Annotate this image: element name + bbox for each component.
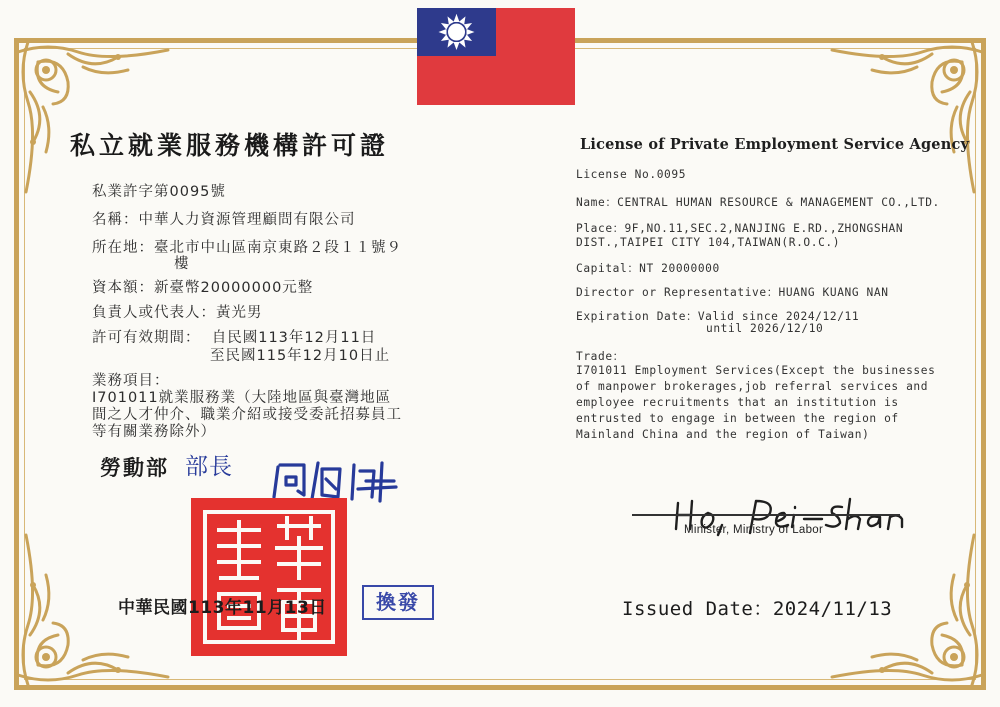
zh-business-line3: 等有關業務除外）: [92, 424, 216, 440]
en-place-line1: Place：9F,NO.11,SEC.2,NANJING E.RD.,ZHONGSHAN: [576, 222, 904, 235]
zh-business-line2: 間之人才仲介、職業介紹或接受委託招募員工: [92, 407, 402, 423]
en-place-line2: DIST.,TAIPEI CITY 104,TAIWAN(R.O.C.): [576, 236, 841, 249]
en-title: License of Private Employment Service Agency: [580, 136, 970, 153]
official-seal-icon: [191, 498, 347, 656]
en-name: Name：CENTRAL HUMAN RESOURCE & MANAGEMENT CO.,LTD.: [576, 196, 940, 209]
reissue-stamp-icon: 換發: [362, 585, 434, 620]
signature-line: [632, 514, 900, 516]
en-trade-line1: I701011 Employment Services(Except the businesses: [576, 364, 936, 377]
en-minister: Minister, Ministry of Labor: [684, 524, 824, 536]
zh-capital: 資本額：新臺幣20000000元整: [92, 280, 314, 296]
zh-validity-line2: 至民國115年12月10日止: [210, 348, 391, 364]
en-trade-line4: entrusted to engage in between the region of: [576, 412, 899, 425]
en-trade-label: Trade：: [576, 350, 625, 363]
zh-director: 負責人或代表人：黃光男: [92, 305, 263, 321]
zh-validity-line1: 許可有效期間： 自民國113年12月11日: [92, 330, 377, 346]
en-trade-line2: of manpower brokerages,job referral services and: [576, 380, 929, 393]
en-license-no: License No.0095: [576, 168, 687, 181]
zh-ministry: 勞動部: [100, 456, 169, 480]
zh-minister-title: 部長: [185, 454, 233, 480]
signature-icon: [250, 436, 380, 490]
zh-title: 私立就業服務機構許可證: [70, 131, 390, 160]
ornament-corner-icon: [822, 32, 992, 202]
en-issue-date: Issued Date：2024/11/13: [622, 598, 893, 620]
zh-issue-date: 中華民國113年11月13日: [118, 598, 327, 618]
zh-business-label: 業務項目：: [92, 373, 170, 389]
en-capital: Capital：NT 20000000: [576, 262, 720, 275]
roc-flag-icon: [417, 8, 575, 105]
ornament-corner-icon: [8, 32, 178, 202]
en-trade-line5: Mainland China and the region of Taiwan): [576, 428, 870, 441]
zh-name: 名稱：中華人力資源管理顧問有限公司: [92, 212, 356, 228]
signature-icon: [650, 474, 890, 524]
flag-canton: [417, 8, 496, 56]
zh-address-line1: 所在地：臺北市中山區南京東路２段１１號９: [92, 240, 402, 256]
en-expiration-line2: until 2026/12/10: [706, 322, 824, 335]
zh-license-no: 私業許字第0095號: [92, 184, 226, 200]
en-director: Director or Representative：HUANG KUANG NAN: [576, 286, 889, 299]
en-trade-line3: employee recruitments that an institution is: [576, 396, 899, 409]
zh-address-line2: 樓: [174, 256, 190, 272]
zh-business-line1: I701011就業服務業（大陸地區與臺灣地區: [92, 390, 392, 406]
en-expiration-line1: Expiration Date：Valid since 2024/12/11: [576, 310, 860, 323]
